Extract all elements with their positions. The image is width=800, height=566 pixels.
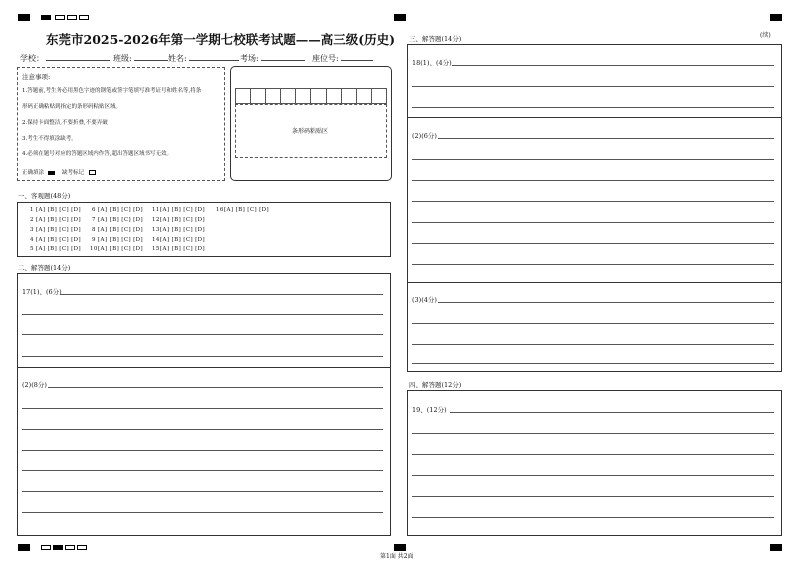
q17-part2-label: (2)(8分) <box>22 381 47 389</box>
answer-line[interactable] <box>412 180 774 181</box>
choice-options[interactable]: [A] [B] [C] [D] <box>98 237 144 243</box>
q19-label: 19、(12分) <box>412 406 447 414</box>
choice-options[interactable]: [A] [B] [C] [D] <box>160 246 206 252</box>
absent-mark-checkbox[interactable] <box>89 170 96 175</box>
page-footer: 第1面 共2面 <box>380 553 414 560</box>
corner-mark-bottom-right <box>770 544 782 551</box>
corner-mark-bottom-left <box>18 544 30 551</box>
exam-room-label: 考场: <box>240 54 259 63</box>
answer-line[interactable] <box>22 334 383 335</box>
answer-line[interactable] <box>452 65 774 66</box>
correct-fill-sample <box>48 171 55 175</box>
timing-mark-empty <box>55 15 65 20</box>
notes-item: 1.答题前,考生务必用黑色字迹的钢笔或签字笔填写准考证号和姓名等,将条 <box>22 88 202 94</box>
choice-options[interactable]: [A] [B] [C] [D] <box>160 237 206 243</box>
answer-line[interactable] <box>22 470 383 471</box>
q17-part1-label: 17(1)、(6分) <box>22 288 62 296</box>
answer-line[interactable] <box>412 363 774 364</box>
correct-fill-label: 正确填涂 <box>22 170 45 176</box>
section-3-title: 三、解答题(14分) <box>409 35 462 43</box>
question-number: 16 <box>216 207 224 213</box>
choice-options[interactable]: [A] [B] [C] [D] <box>36 237 82 243</box>
class-label: 班级: <box>113 54 132 63</box>
page-title: 东莞市2025-2026年第一学期七校联考试题——高三级(历史) <box>46 32 396 47</box>
notes-item: 2.保持卡面整洁,不要折叠,不要弄破 <box>22 120 108 126</box>
choice-options[interactable]: [A] [B] [C] [D] <box>98 227 144 233</box>
timing-mark-empty <box>79 15 89 20</box>
seat-number-field[interactable] <box>312 53 373 64</box>
answer-line[interactable] <box>412 454 774 455</box>
choice-options[interactable]: [A] [B] [C] [D] <box>36 217 82 223</box>
section-2-title: 二、解答题(14分) <box>18 264 71 272</box>
notes-heading: 注意事项: <box>22 73 51 81</box>
question-number: 4 <box>30 237 34 243</box>
q18-part3-label: (3)(4分) <box>412 296 437 304</box>
q17-answer-box <box>17 273 391 536</box>
choice-options[interactable]: [A] [B] [C] [D] <box>98 217 144 223</box>
answer-line[interactable] <box>412 344 774 345</box>
answer-line[interactable] <box>450 412 774 413</box>
school-label: 学校： <box>20 54 44 63</box>
choice-options[interactable]: [A] [B] [C] [D] <box>98 246 144 252</box>
answer-line[interactable] <box>22 356 383 357</box>
answer-line[interactable] <box>412 222 774 223</box>
answer-line[interactable] <box>412 243 774 244</box>
timing-mark-empty <box>77 545 87 550</box>
timing-mark-filled <box>53 545 63 550</box>
class-field[interactable] <box>113 53 168 64</box>
notes-item: 3.考生不得填涂缺考。 <box>22 136 77 142</box>
absent-mark-label: 缺考标记 <box>62 170 85 176</box>
choice-options[interactable]: [A] [B] [C] [D] <box>36 207 82 213</box>
question-number: 2 <box>30 217 34 223</box>
answer-line[interactable] <box>412 517 774 518</box>
choice-options[interactable]: [A] [B] [C] [D] <box>224 207 270 213</box>
notes-item: 形码正确粘贴到指定的条形码粘贴区域。 <box>22 104 122 110</box>
answer-line[interactable] <box>412 201 774 202</box>
corner-mark-top-mid <box>394 14 406 21</box>
q18-divider-1 <box>407 117 782 118</box>
name-label: 姓名: <box>168 54 187 63</box>
answer-line[interactable] <box>412 264 774 265</box>
q17-divider <box>17 367 391 368</box>
answer-line[interactable] <box>22 450 383 451</box>
school-field[interactable] <box>20 53 110 64</box>
timing-mark-empty <box>41 545 51 550</box>
question-number: 12 <box>152 217 160 223</box>
answer-line[interactable] <box>22 512 383 513</box>
question-number: 13 <box>152 227 160 233</box>
answer-line[interactable] <box>48 387 383 388</box>
corner-mark-top-right <box>770 14 782 21</box>
barcode-label: 条形码粘贴区 <box>292 128 329 135</box>
section-objective-title: 一、客观题(48分) <box>18 192 71 200</box>
answer-line[interactable] <box>60 294 383 295</box>
answer-line[interactable] <box>412 475 774 476</box>
q18-part2-label: (2)(6分) <box>412 132 437 140</box>
section-4-title: 四、解答题(12分) <box>409 381 462 389</box>
answer-line[interactable] <box>438 302 774 303</box>
answer-line[interactable] <box>438 138 774 139</box>
answer-line[interactable] <box>412 323 774 324</box>
q18-part1-label: 18(1)、(4分) <box>412 59 452 67</box>
answer-line[interactable] <box>22 491 383 492</box>
choice-options[interactable]: [A] [B] [C] [D] <box>160 217 206 223</box>
question-number: 15 <box>152 246 160 252</box>
exam-number-grid[interactable] <box>235 88 387 104</box>
notes-box <box>17 67 225 181</box>
timing-mark-filled <box>41 15 51 20</box>
corner-mark-top-left <box>18 14 30 21</box>
choice-options[interactable]: [A] [B] [C] [D] <box>160 227 206 233</box>
notes-item: 4.必须在题号对应的答题区域内作答,超出答题区域书写无效。 <box>22 151 172 157</box>
question-number: 1 <box>30 207 34 213</box>
timing-mark-empty <box>65 545 75 550</box>
answer-line[interactable] <box>22 429 383 430</box>
seat-number-label: 座位号: <box>312 54 339 63</box>
answer-line[interactable] <box>412 107 774 108</box>
choice-options[interactable]: [A] [B] [C] [D] <box>36 227 82 233</box>
name-field[interactable] <box>168 53 239 64</box>
question-number: 10 <box>90 246 98 252</box>
question-number: 8 <box>92 227 96 233</box>
answer-line[interactable] <box>22 314 383 315</box>
question-number: 11 <box>152 207 160 213</box>
timing-mark-empty <box>67 15 77 20</box>
question-number: 3 <box>30 227 34 233</box>
answer-line[interactable] <box>412 496 774 497</box>
choice-options[interactable]: [A] [B] [C] [D] <box>98 207 144 213</box>
answer-line[interactable] <box>22 408 383 409</box>
q18-divider-2 <box>407 282 782 283</box>
question-number: 6 <box>92 207 96 213</box>
answer-line[interactable] <box>412 86 774 87</box>
question-number: 9 <box>92 237 96 243</box>
choice-options[interactable]: [A] [B] [C] [D] <box>160 207 206 213</box>
question-number: 7 <box>92 217 96 223</box>
corner-mark-bottom-mid <box>394 544 406 551</box>
answer-line[interactable] <box>412 159 774 160</box>
exam-room-field[interactable] <box>240 53 305 64</box>
continued-label: (续) <box>760 32 771 39</box>
question-number: 5 <box>30 246 34 252</box>
question-number: 14 <box>152 237 160 243</box>
choice-options[interactable]: [A] [B] [C] [D] <box>36 246 82 252</box>
answer-line[interactable] <box>412 433 774 434</box>
